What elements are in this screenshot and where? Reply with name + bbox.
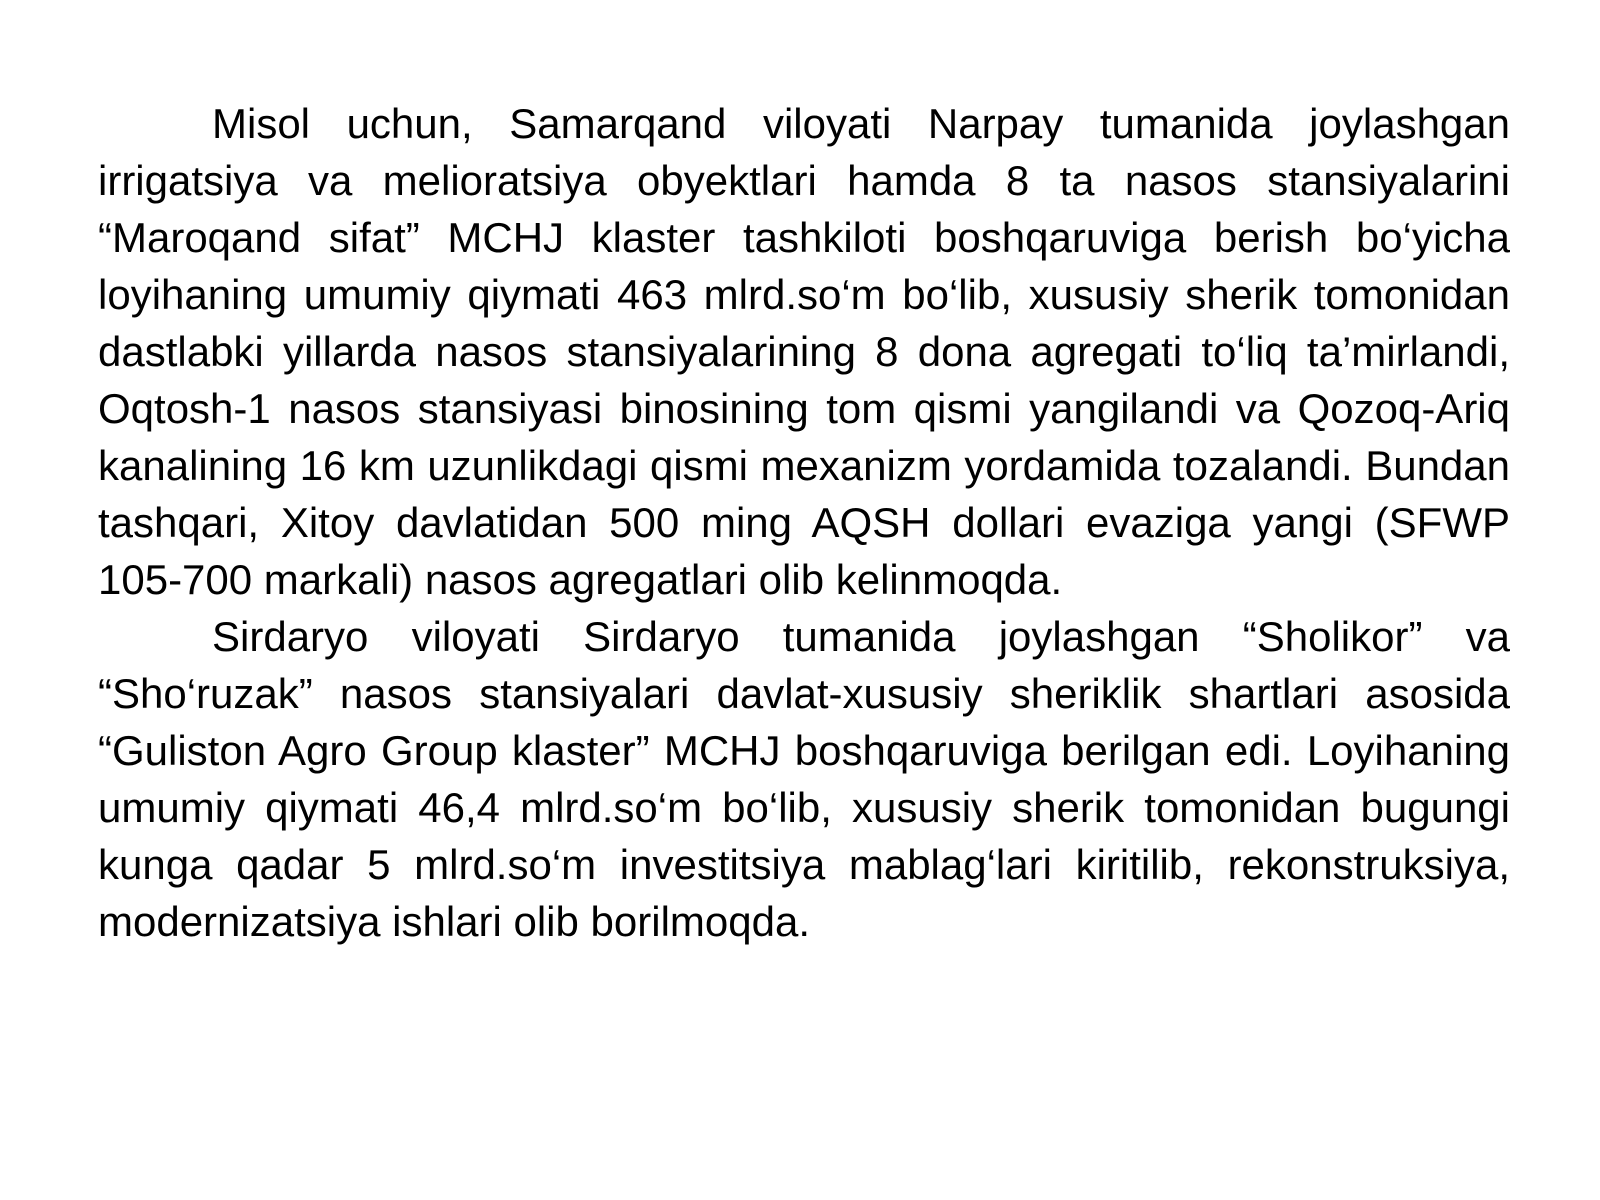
body-text [98,95,1510,950]
paragraph-sirdaryo: Sirdaryo viloyati Sirdaryo tumanida joylashgan “Sholikor” va “Sho‘ruzak” nasos stansiyalari davlat-xususiy sheriklik shartlari asosida “Guliston Agro Group klaster” MCHJ boshqaruviga berilgan edi. Loyihaning umumiy qiymati 46,4 mlrd.so‘m bo‘lib, xususiy sherik tomonidan bugungi kunga qadar 5 mlrd.so‘m investitsiya mablag‘lari kiritilib, rekonstruksiya, modernizatsiya ishlari olib borilmoqda. [98,613,1510,945]
paragraph-narpay: Misol uchun, Samarqand viloyati Narpay tumanida joylashgan irrigatsiya va melioratsiya obyektlari hamda 8 ta nasos stansiyalarini “Maroqand sifat” MCHJ klaster tashkiloti boshqaruviga berish bo‘yicha loyihaning umumiy qiymati 463 mlrd.so‘m bo‘lib, xususiy sherik tomonidan dastlabki yillarda nasos stansiyalarining 8 dona agregati to‘liq ta’mirlandi, Oqtosh-1 nasos stansiyasi binosining tom qismi yangilandi va Qozoq-Ariq kanalining 16 km uzunlikdagi qismi mexanizm yordamida tozalandi. Bundan tashqari, Xitoy davlatidan 500 ming AQSH dollari evaziga yangi (SFWP 105-700 markali) nasos agregatlari olib kelinmoqda. [98,100,1510,603]
